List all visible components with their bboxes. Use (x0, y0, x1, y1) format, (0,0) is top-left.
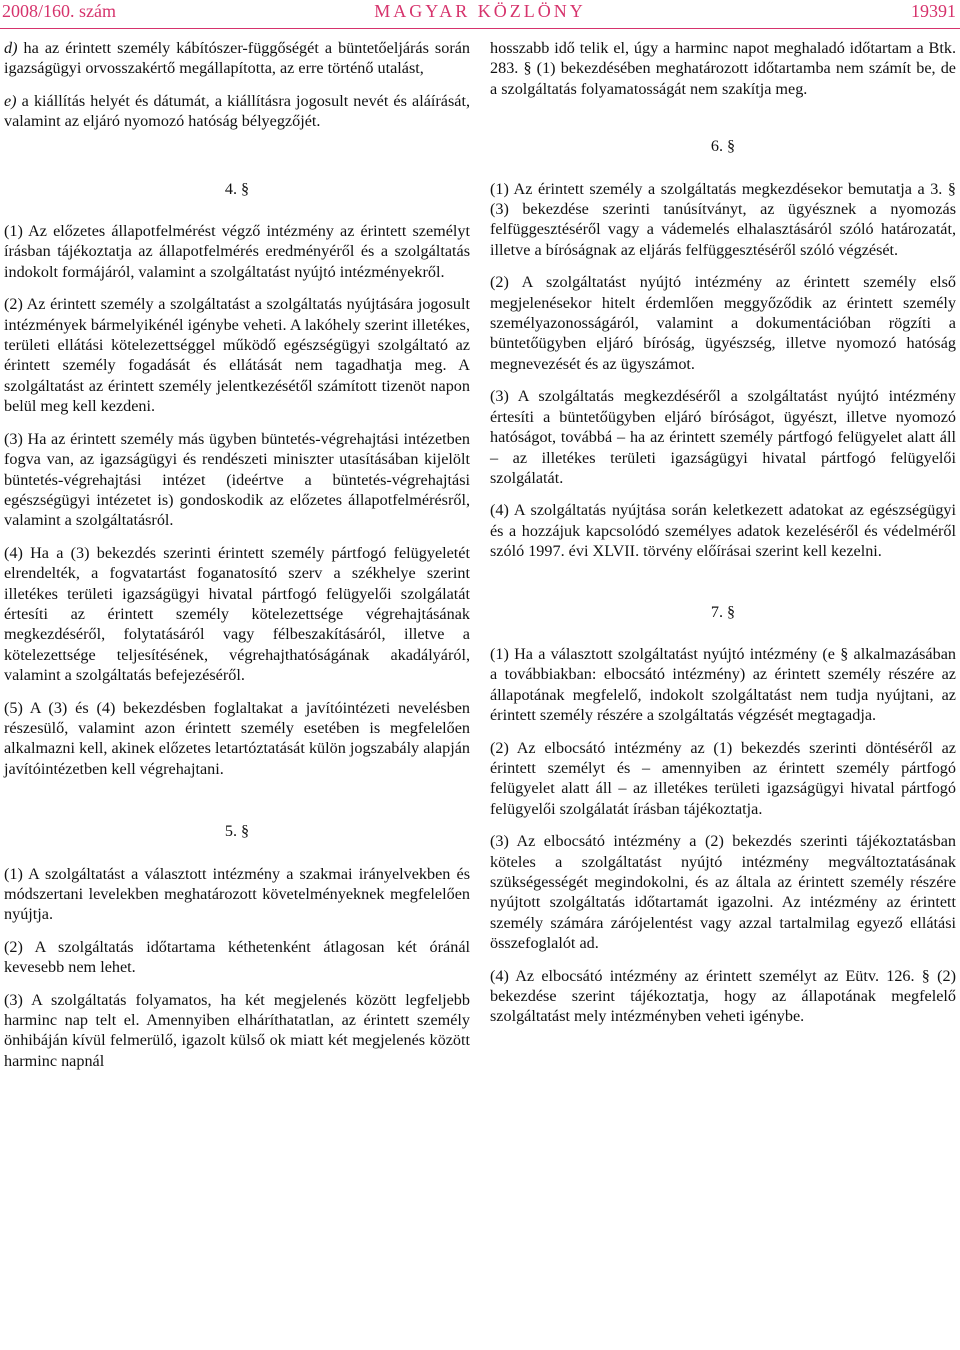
section-6-paragraph-2: (2) A szolgáltatást nyújtó intézmény az érintett személy első megjelenésekor hitelt érdemlően meggyőződik az érintett személy személyazonosságáról, valamint a dokumentációban rögzíti a büntetőügyben eljáró bíróság, ügyészség, illetve nyomozó hatóság megnevezését és az ügyszámot. (490, 273, 956, 373)
section-4-paragraph-1: (1) Az előzetes állapotfelmérést végző intézmény az érintett személyt írásban tájékoztatja az állapotfelmérés eredményéről és a szolgáltatás indokolt formájáról, valamint a szolgáltatást nyújtó intézményekről. (4, 222, 470, 281)
journal-title: MAGYAR KÖZLÖNY (374, 1, 586, 21)
section-5-paragraph-3: (3) A szolgáltatás folyamatos, ha két megjelenés között legfeljebb harminc nap telt el. Amennyiben elháríthatatlan, az érintett személy önhibáján kívül felmerülő, igazolt külső ok miatt két megjelenés között harminc napnál (4, 990, 470, 1070)
right-column (490, 38, 956, 1039)
item-e-label: e) (4, 91, 17, 110)
section-6-paragraph-1: (1) Az érintett személy a szolgáltatás megkezdésekor bemutatja a 3. § (3) bekezdése szerinti tanúsítványt, az ügyésznek a nyomozás felfüggesztéséről vagy a vádemelés elhalasztásáról szóló határozatát, illetve a bíróságnak az eljárás felfüggesztéséről szóló végzését. (490, 179, 956, 259)
item-d (4, 38, 470, 79)
section-4-paragraph-3: (3) Ha az érintett személy más ügyben büntetés-végrehajtási intézetben fogva van, az igazságügyi és rendészeti miniszter utasításában kijelölt büntetés-végrehajtási intézet (ideértve a büntetés-végrehajtási egészségügyi intézetet is) gondoskodik az előzetes állapotfelmérésről, valamint a szolgáltatásról. (4, 429, 470, 530)
section-7-paragraph-3: (3) Az elbocsátó intézmény a (2) bekezdés szerinti tájékoztatásban köteles a szolgáltatást nyújtó intézmény megváltoztatásának szükségességét megindokolni, és az általa az érintett személy részére nyújtott szolgáltatás időtartamát igazolni. Az intézmény az érintett személy számára zárójelentést vagy azzal tartalmilag egyező ellátási összefoglalót ad. (490, 832, 956, 953)
section-5-heading: 5. § (224, 822, 250, 841)
section-5-paragraph-2: (2) A szolgáltatás időtartama kéthetenként átlagosan két óránál kevesebb nem lehet. (4, 937, 470, 977)
section-4-paragraph-5: (5) A (3) és (4) bekezdésben foglaltakat a javítóintézeti nevelésben részesülő, valamint azon érintett személy esetében is megfelelően alkalmazni kell, akinek előzetes letartóztatását külön jogszabály alapján javítóintézetben kell végrehajtani. (4, 698, 470, 778)
section-7-paragraph-4: (4) Az elbocsátó intézmény az érintett személyt az Eütv. 126. § (2) bekezdése szerint tájékoztatja, hogy az állapotának megfelelő szolgáltatást mely intézményben veheti igénybe. (490, 966, 956, 1026)
section-6-paragraph-3: (3) A szolgáltatás megkezdéséről a szolgáltatást nyújtó intézmény értesíti a büntetőügyben eljáró bíróságot, ügyészt, illetve nyomozó hatóságot, továbbá – ha az érintett személy pártfogó felügyelet alatt áll – az illetékes területi igazságügyi hivatal pártfogó felügyelői szolgálatát. (490, 387, 956, 487)
section-7-paragraph-1: (1) Ha a választott szolgáltatást nyújtó intézmény (e § alkalmazásában a továbbiakban: elbocsátó intézmény) az érintett személy részére az állapotának megfelelő, indokolt szolgáltatást nem tudja nyújtani, az érintett személy részére a szolgáltatás végzését megtagadja. (490, 644, 956, 725)
item-e (4, 91, 470, 132)
section-7-heading: 7. § (710, 602, 736, 621)
item-d-label: d) (4, 39, 18, 57)
item-e-text: a kiállítás helyét és dátumát, a kiállításra jogosult nevét és aláírását, valamint az eljáró nyomozó hatóság bélyegzőjét. (4, 91, 470, 131)
section-7-paragraph-2: (2) Az elbocsátó intézmény az (1) bekezdés szerinti döntéséről az érintett személyt és – amennyiben az érintett személy pártfogó felügyelet alatt áll – az illetékes területi igazságügyi hivatal pártfogó felügyelői szolgálatát írásban tájékoztatja. (490, 738, 956, 818)
item-d-text: ha az érintett személy kábítószer-függőségét a büntetőeljárás során igazságügyi orvosszakértő megállapította, az erre történő utalást, (4, 39, 470, 78)
section-4-paragraph-4: (4) Ha a (3) bekezdés szerinti érintett személy pártfogó felügyeletét elrendelték, a fogvatartást foganatosító szerv a székhelye szerint illetékes területi igazságügyi hivatal pártfogó felügyelői szolgálatát értesíti az érintett személy kötelezettsége végrehajtásának megkezdéséről, folytatásáról vagy félbeszakításáról, illetve a kötelezettsége teljesítésének, végrehajthatóságának akadályáról, valamint a szolgáltatás befejezéséről. (4, 543, 470, 685)
left-column (4, 38, 470, 1083)
section-6-heading: 6. § (710, 137, 736, 156)
section-4-heading: 4. § (224, 179, 250, 198)
page-header (0, 0, 960, 29)
section-4-paragraph-2: (2) Az érintett személy a szolgáltatást a szolgáltatás nyújtására jogosult intézmények bármelyikénél igénybe veheti. A lakóhely szerint illetékes, területi ellátási kötelezettséggel működő egészségügyi szolgáltató az érintett személy fogadását és ellátását nem tagadhatja meg. A szolgáltatást az érintett személy jelentkezésétől számított tizenöt napon belül meg kell kezdeni. (4, 295, 470, 416)
section-5-paragraph-1: (1) A szolgáltatást a választott intézmény a szakmai irányelvekben és módszertani levelekben meghatározott követelményeknek megfelelően nyújtja. (4, 864, 470, 924)
page-number: 19391 (911, 1, 956, 21)
section-5-paragraph-3-continued: hosszabb idő telik el, úgy a harminc napot meghaladó időtartam a Btk. 283. § (1) bekezdésében meghatározott időtartamba nem számít be, de a szolgáltatás folyamatosságát nem szakítja meg. (490, 39, 956, 98)
section-6-paragraph-4: (4) A szolgáltatás nyújtása során keletkezett adatokat az egészségügyi és a hozzájuk kapcsolódó személyes adatok kezeléséről és védelméről szóló 1997. évi XLVII. törvény előírásai szerint kell kezelni. (490, 501, 956, 561)
issue-number: 2008/160. szám (2, 1, 116, 21)
